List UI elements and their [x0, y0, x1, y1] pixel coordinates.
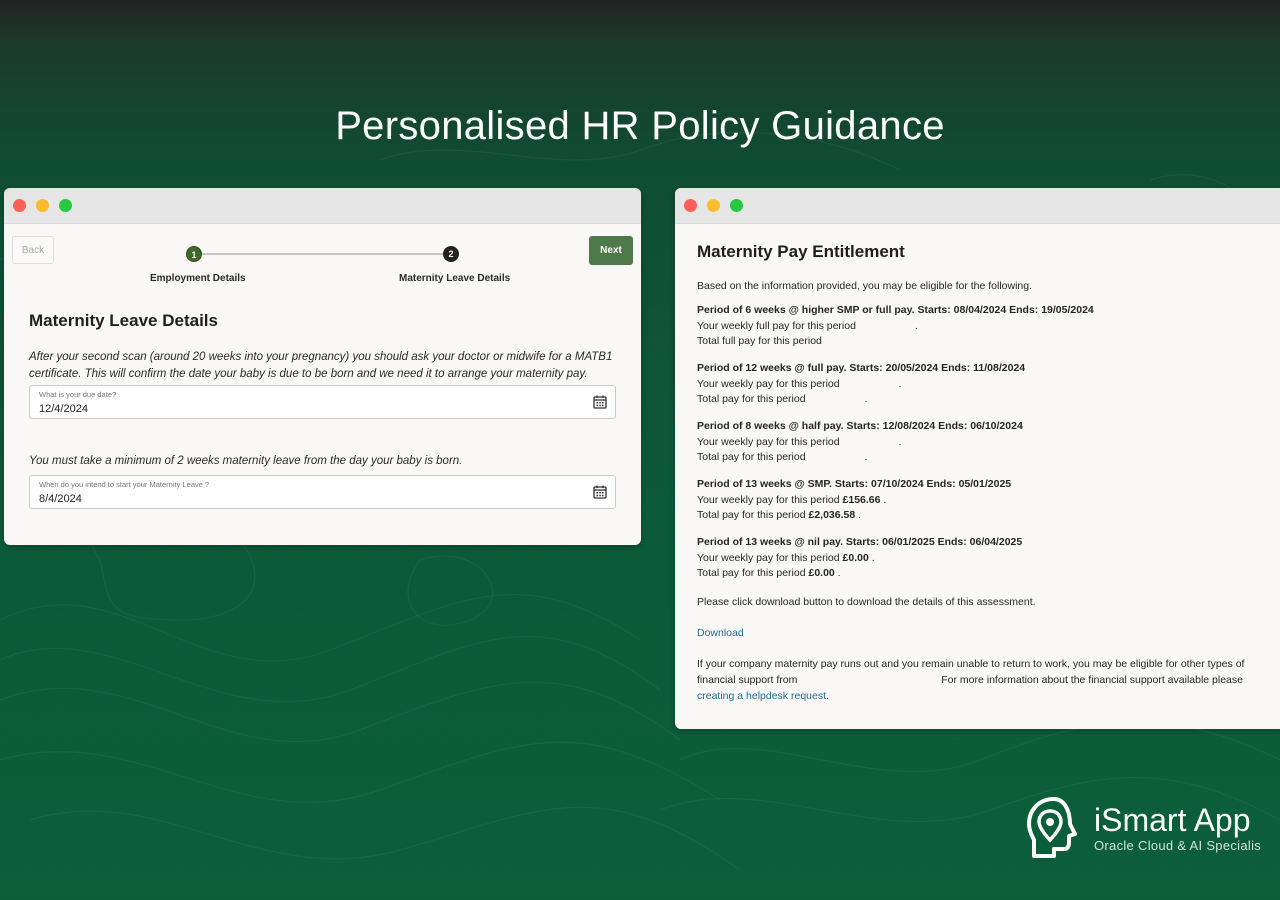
financial-support-note: If your company maternity pay runs out and you remain unable to return to work, you may be eligible for other types of financial support from For more information about the financial support available please creating a helpdesk request.: [697, 658, 1245, 702]
brand-tagline: Oracle Cloud & AI Specialis: [1094, 838, 1262, 853]
total-pay-amount: £0.00: [808, 567, 835, 579]
step-2-label: Maternity Leave Details: [399, 273, 511, 284]
wizard-stepper: [4, 224, 641, 284]
total-pay-label: Total pay for this period: [697, 509, 806, 521]
weekly-pay-label: Your weekly full pay for this period: [697, 320, 856, 332]
total-pay-line: [697, 335, 1273, 347]
pay-period-heading: Period of 6 weeks @ higher SMP or full pay. Starts: 08/04/2024 Ends: 19/05/2024: [697, 304, 1094, 316]
window-title-bar: [4, 188, 641, 224]
pay-period: [697, 420, 1273, 463]
step-connector: [194, 253, 452, 255]
due-date-input[interactable]: [39, 403, 539, 415]
total-pay-label: Total pay for this period: [697, 393, 806, 405]
entitlement-title: Maternity Pay Entitlement: [697, 242, 905, 261]
pay-period-heading: Period of 13 weeks @ nil pay. Starts: 06/01/2025 Ends: 06/04/2025: [697, 536, 1023, 548]
pay-period: [697, 304, 1273, 347]
step-1-indicator[interactable]: 1: [186, 246, 202, 262]
brand-lockup: [1024, 796, 1261, 862]
calendar-icon[interactable]: [593, 395, 607, 409]
close-window-button[interactable]: [13, 199, 26, 212]
back-button[interactable]: Back: [12, 236, 54, 264]
redacted-amount: [808, 394, 864, 404]
maximize-window-button[interactable]: [730, 199, 743, 212]
pay-period: [697, 362, 1273, 405]
brand-name: iSmart App: [1094, 802, 1251, 838]
section-title: Maternity Leave Details: [29, 311, 218, 330]
weekly-pay-label: Your weekly pay for this period: [697, 494, 840, 506]
total-pay-line: Total pay for this period .: [697, 451, 868, 463]
due-date-label: What is your due date?: [39, 390, 117, 399]
total-pay-line: Total pay for this period £2,036.58 .: [697, 509, 862, 521]
total-pay-label: Total pay for this period: [697, 451, 806, 463]
total-pay-amount: £2,036.58: [808, 509, 856, 521]
weekly-pay-label: Your weekly pay for this period: [697, 552, 840, 564]
pay-period-heading: Period of 13 weeks @ SMP. Starts: 07/10/2024 Ends: 05/01/2025: [697, 478, 1012, 490]
head-pin-logo-icon: [1024, 796, 1082, 862]
redacted-amount: [825, 336, 881, 346]
weekly-pay-amount: £156.66: [842, 494, 881, 506]
window-title-bar: [675, 188, 1280, 224]
next-button[interactable]: Next: [589, 236, 633, 265]
redacted-amount: [843, 437, 899, 447]
total-pay-label: Total pay for this period: [697, 567, 806, 579]
download-note: Please click download button to download the details of this assessment.: [697, 596, 1036, 608]
total-pay-label: Total full pay for this period: [697, 335, 822, 347]
weekly-pay-label: Your weekly pay for this period: [697, 436, 840, 448]
weekly-pay-line: Your weekly pay for this period £156.66 .: [697, 494, 887, 506]
redacted-amount: [843, 379, 899, 389]
weekly-pay-amount: £0.00: [842, 552, 869, 564]
total-pay-line: Total pay for this period £0.00 .: [697, 567, 841, 579]
due-date-field[interactable]: [29, 385, 616, 419]
step-1-label: Employment Details: [150, 273, 246, 284]
close-window-button[interactable]: [684, 199, 697, 212]
download-link[interactable]: Download: [697, 627, 744, 639]
leave-start-field[interactable]: [29, 475, 616, 509]
page-title: Personalised HR Policy Guidance: [335, 104, 945, 148]
support-text-2: For more information about the financial support available please: [941, 674, 1243, 686]
weekly-pay-label: Your weekly pay for this period: [697, 378, 840, 390]
weekly-pay-line: Your weekly pay for this period £0.00 .: [697, 552, 875, 564]
matb1-note: After your second scan (around 20 weeks into your pregnancy) you should ask your doctor or midwife for a MATB1 certificate. This will confirm the date your baby is due to be born and we need it to arrange your maternity pay.: [29, 351, 613, 380]
weekly-pay-line: Your weekly pay for this period .: [697, 378, 902, 390]
leave-start-input[interactable]: [39, 493, 539, 505]
leave-start-label: When do you intend to start your Maternity Leave ?: [39, 480, 210, 489]
support-text-1: If your company maternity pay runs out and you remain unable to return to work, you may be eligible for other types of financial support from: [697, 658, 1245, 686]
pay-period: [697, 536, 1273, 579]
redacted-amount: [808, 452, 864, 462]
minimum-leave-note: You must take a minimum of 2 weeks maternity leave from the day your baby is born.: [29, 455, 463, 467]
redacted-amount: [859, 321, 915, 331]
pay-period: [697, 478, 1273, 521]
weekly-pay-line: Your weekly pay for this period .: [697, 436, 902, 448]
total-pay-line: Total pay for this period .: [697, 393, 868, 405]
maternity-pay-window: [675, 188, 1280, 729]
calendar-icon[interactable]: [593, 485, 607, 499]
entitlement-intro: Based on the information provided, you may be eligible for the following.: [697, 280, 1033, 292]
pay-period-heading: Period of 8 weeks @ half pay. Starts: 12/08/2024 Ends: 06/10/2024: [697, 420, 1023, 432]
redacted-provider: [800, 675, 938, 685]
helpdesk-request-link[interactable]: creating a helpdesk request: [697, 690, 826, 702]
step-2-indicator[interactable]: 2: [443, 246, 459, 262]
minimize-window-button[interactable]: [707, 199, 720, 212]
maximize-window-button[interactable]: [59, 199, 72, 212]
weekly-pay-line: Your weekly full pay for this period .: [697, 320, 918, 332]
minimize-window-button[interactable]: [36, 199, 49, 212]
maternity-leave-form-window: [4, 188, 641, 545]
pay-period-heading: Period of 12 weeks @ full pay. Starts: 20/05/2024 Ends: 11/08/2024: [697, 362, 1026, 374]
